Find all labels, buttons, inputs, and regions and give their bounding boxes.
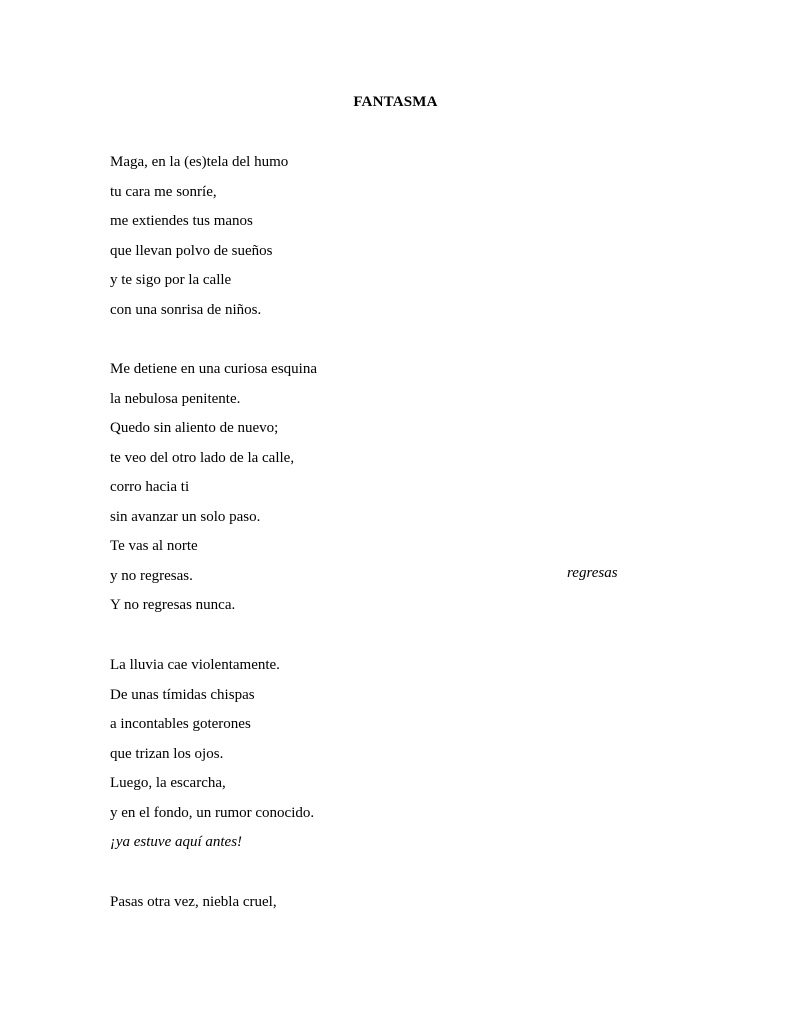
poem-line: te veo del otro lado de la calle, [110, 449, 295, 466]
poem-line: me extiendes tus manos [110, 213, 253, 229]
margin-note: regresas [567, 565, 618, 581]
poem-line: sin avanzar un solo paso. [110, 508, 261, 525]
poem-line: a incontables goterones [110, 716, 251, 732]
stanza-3 [110, 651, 670, 858]
poem-line: que trizan los ojos. [110, 745, 224, 762]
poem-line: Pasas otra vez, niebla cruel, [110, 894, 277, 910]
poem-line: y en el fondo, un rumor conocido. [110, 804, 315, 821]
poem-line: Luego, la escarcha, [110, 775, 226, 791]
poem-title: FANTASMA [353, 94, 438, 110]
poem-line: La lluvia cae violentamente. [110, 657, 280, 673]
stanza-4 [110, 888, 670, 918]
poem-line: Te vas al norte [110, 538, 198, 554]
poem-line: la nebulosa penitente. [110, 390, 241, 407]
poem-line: con una sonrisa de niños. [110, 301, 262, 318]
poem-line: Me detiene en una curiosa esquina [110, 361, 318, 377]
poem-line: De unas tímidas chispas [110, 686, 255, 703]
poem-line-italic: ¡ya estuve aquí antes! [110, 834, 243, 850]
poem-line: y no regresas. [110, 567, 193, 584]
poem-line: que llevan polvo de sueños [110, 242, 273, 259]
poem-line: tu cara me sonríe, [110, 183, 217, 200]
poem-line: corro hacia ti [110, 479, 190, 495]
poem-line: y te sigo por la calle [110, 272, 232, 288]
poem-line: Quedo sin aliento de nuevo; [110, 420, 279, 436]
stanza-1 [110, 148, 670, 325]
poem-line: Maga, en la (es)tela del humo [110, 154, 289, 170]
poem-line: Y no regresas nunca. [110, 597, 236, 613]
